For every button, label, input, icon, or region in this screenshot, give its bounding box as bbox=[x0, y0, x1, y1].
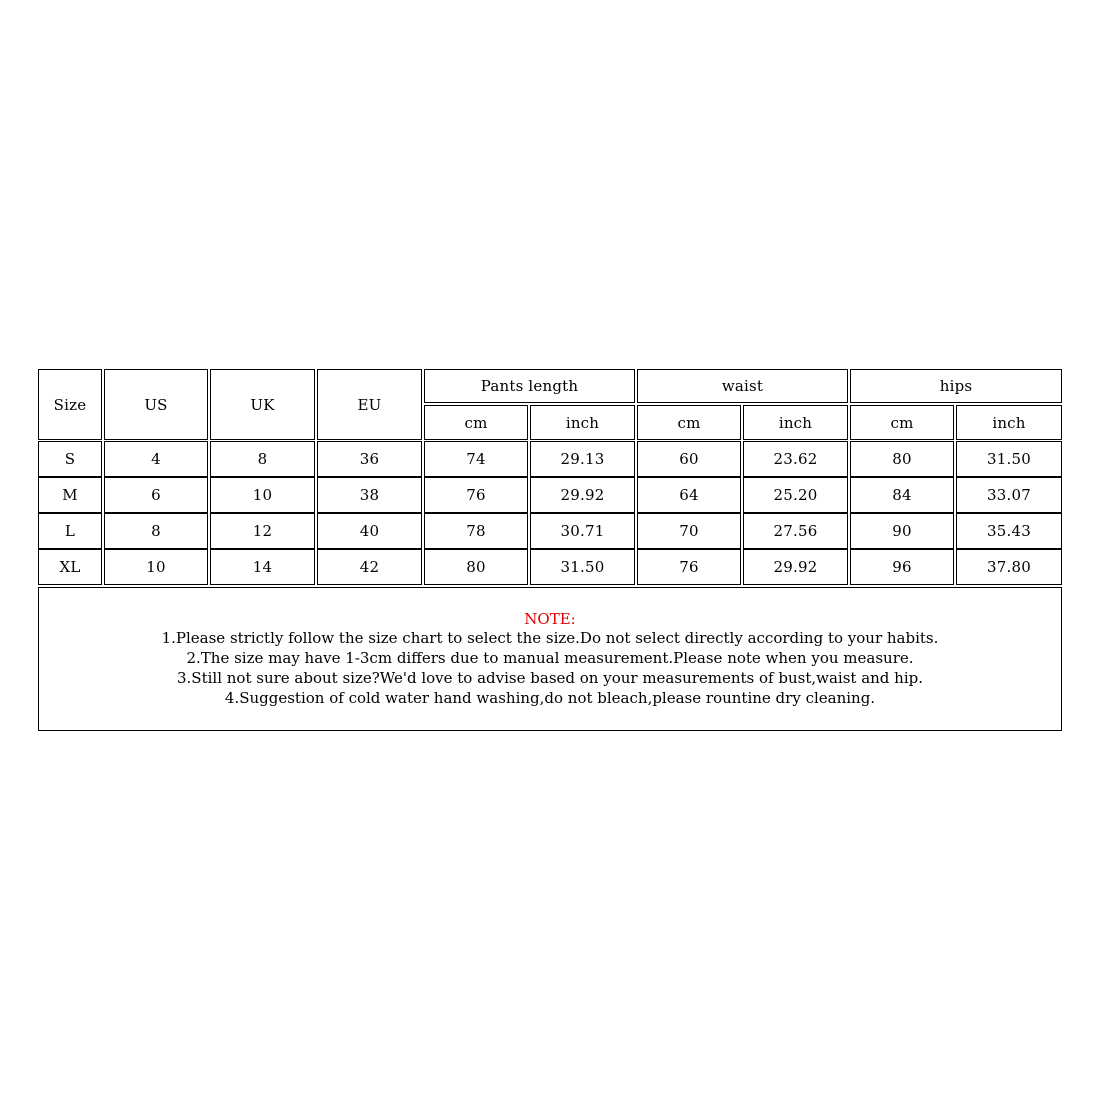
header-size: Size bbox=[38, 369, 102, 440]
cell-hips-inch: 37.80 bbox=[956, 549, 1062, 585]
cell-pants-inch: 29.92 bbox=[530, 477, 635, 513]
cell-size: XL bbox=[38, 549, 102, 585]
cell-pants-cm: 76 bbox=[424, 477, 528, 513]
cell-waist-cm: 76 bbox=[637, 549, 741, 585]
cell-us: 6 bbox=[104, 477, 208, 513]
header-unit-inch: inch bbox=[530, 405, 635, 440]
care-note-box bbox=[38, 587, 1062, 731]
cell-pants-inch: 31.50 bbox=[530, 549, 635, 585]
cell-eu: 40 bbox=[317, 513, 422, 549]
cell-us: 8 bbox=[104, 513, 208, 549]
cell-pants-cm: 74 bbox=[424, 441, 528, 477]
cell-hips-cm: 96 bbox=[850, 549, 954, 585]
cell-hips-inch: 33.07 bbox=[956, 477, 1062, 513]
cell-eu: 38 bbox=[317, 477, 422, 513]
cell-waist-cm: 70 bbox=[637, 513, 741, 549]
header-unit-inch: inch bbox=[743, 405, 848, 440]
cell-hips-inch: 35.43 bbox=[956, 513, 1062, 549]
cell-size: M bbox=[38, 477, 102, 513]
header-unit-cm: cm bbox=[424, 405, 528, 440]
cell-uk: 14 bbox=[210, 549, 315, 585]
note-line-3: 3.Still not sure about size?We'd love to advise based on your measurements of bust,waist and hip. bbox=[176, 668, 924, 687]
cell-hips-cm: 84 bbox=[850, 477, 954, 513]
cell-eu: 42 bbox=[317, 549, 422, 585]
cell-pants-inch: 29.13 bbox=[530, 441, 635, 477]
cell-hips-cm: 90 bbox=[850, 513, 954, 549]
cell-waist-inch: 23.62 bbox=[743, 441, 848, 477]
cell-pants-inch: 30.71 bbox=[530, 513, 635, 549]
cell-pants-cm: 80 bbox=[424, 549, 528, 585]
cell-waist-cm: 64 bbox=[637, 477, 741, 513]
cell-us: 4 bbox=[104, 441, 208, 477]
header-unit-cm: cm bbox=[637, 405, 741, 440]
cell-waist-inch: 27.56 bbox=[743, 513, 848, 549]
cell-waist-inch: 25.20 bbox=[743, 477, 848, 513]
cell-hips-cm: 80 bbox=[850, 441, 954, 477]
header-us: US bbox=[104, 369, 208, 440]
cell-eu: 36 bbox=[317, 441, 422, 477]
note-title: NOTE: bbox=[524, 609, 576, 628]
cell-waist-cm: 60 bbox=[637, 441, 741, 477]
cell-us: 10 bbox=[104, 549, 208, 585]
cell-hips-inch: 31.50 bbox=[956, 441, 1062, 477]
cell-size: L bbox=[38, 513, 102, 549]
cell-uk: 12 bbox=[210, 513, 315, 549]
cell-pants-cm: 78 bbox=[424, 513, 528, 549]
cell-uk: 8 bbox=[210, 441, 315, 477]
note-line-2: 2.The size may have 1-3cm differs due to manual measurement.Please note when you measure. bbox=[186, 649, 914, 668]
header-pants-length: Pants length bbox=[424, 369, 635, 403]
note-line-4: 4.Suggestion of cold water hand washing,do not bleach,please rountine dry cleaning. bbox=[224, 688, 876, 707]
header-eu: EU bbox=[317, 369, 422, 440]
cell-size: S bbox=[38, 441, 102, 477]
header-hips: hips bbox=[850, 369, 1062, 403]
cell-uk: 10 bbox=[210, 477, 315, 513]
cell-waist-inch: 29.92 bbox=[743, 549, 848, 585]
header-unit-inch: inch bbox=[956, 405, 1062, 440]
header-unit-cm: cm bbox=[850, 405, 954, 440]
header-waist: waist bbox=[637, 369, 848, 403]
note-line-1: 1.Please strictly follow the size chart to select the size.Do not select directly according to your habits. bbox=[161, 629, 939, 648]
header-uk: UK bbox=[210, 369, 315, 440]
